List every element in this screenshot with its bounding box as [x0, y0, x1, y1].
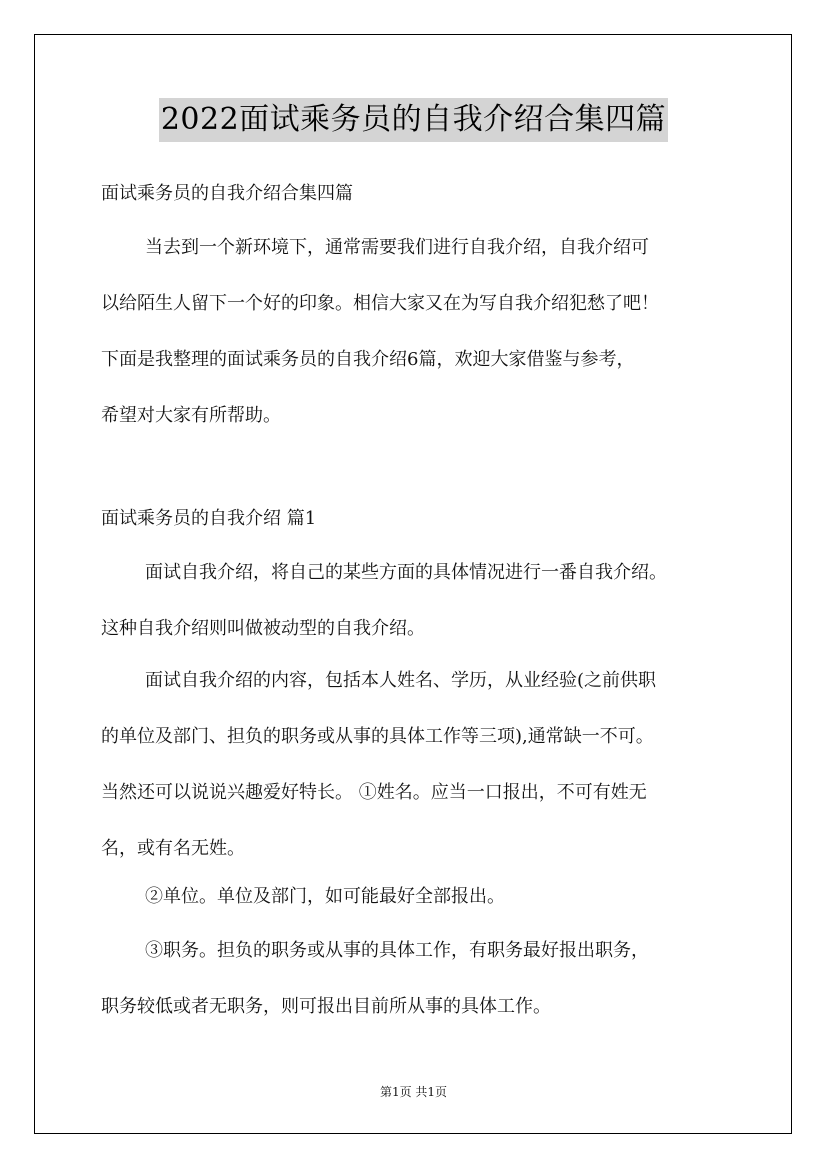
text-line: 当去到一个新环境下，通常需要我们进行自我介绍，自我介绍可 — [145, 237, 649, 258]
page-footer — [0, 1083, 827, 1100]
title-block — [0, 98, 827, 142]
document-subtitle: 面试乘务员的自我介绍合集四篇 — [101, 183, 353, 204]
text-line: 这种自我介绍则叫做被动型的自我介绍。 — [101, 618, 425, 639]
section-paragraph-2 — [101, 653, 741, 877]
text-line: 面试自我介绍的内容，包括本人姓名、学历，从业经验(之前供职 — [145, 670, 657, 691]
text-line: 职务较低或者无职务，则可报出目前所从事的具体工作。 — [101, 996, 551, 1017]
text-line: 的单位及部门、担负的职务或从事的具体工作等三项),通常缺一不可。 — [101, 726, 654, 747]
text-line: 当然还可以说说兴趣爱好特长。 ①姓名。应当一口报出，不可有姓无 — [101, 782, 647, 803]
document-title: 2022面试乘务员的自我介绍合集四篇 — [159, 98, 668, 142]
text-line: 以给陌生人留下一个好的印象。相信大家又在为写自我介绍犯愁了吧！ — [101, 293, 659, 314]
section-paragraph-3 — [101, 869, 741, 925]
section-paragraph-1 — [101, 545, 741, 657]
section-paragraph-4 — [101, 923, 741, 1035]
text-line: 名，或有名无姓。 — [101, 838, 245, 859]
subtitle-paragraph — [101, 166, 741, 222]
text-line: ②单位。单位及部门，如可能最好全部报出。 — [145, 886, 505, 907]
text-line: 下面是我整理的面试乘务员的自我介绍6篇，欢迎大家借鉴与参考， — [101, 349, 635, 370]
intro-paragraph — [101, 220, 741, 444]
section-heading-paragraph — [101, 491, 741, 547]
page-number: 第1页 共1页 — [379, 1085, 448, 1099]
text-line: 面试自我介绍，将自己的某些方面的具体情况进行一番自我介绍。 — [145, 562, 667, 583]
text-line: ③职务。担负的职务或从事的具体工作，有职务最好报出职务， — [145, 940, 649, 961]
section-heading: 面试乘务员的自我介绍 篇1 — [101, 508, 317, 529]
text-line: 希望对大家有所帮助。 — [101, 405, 281, 426]
